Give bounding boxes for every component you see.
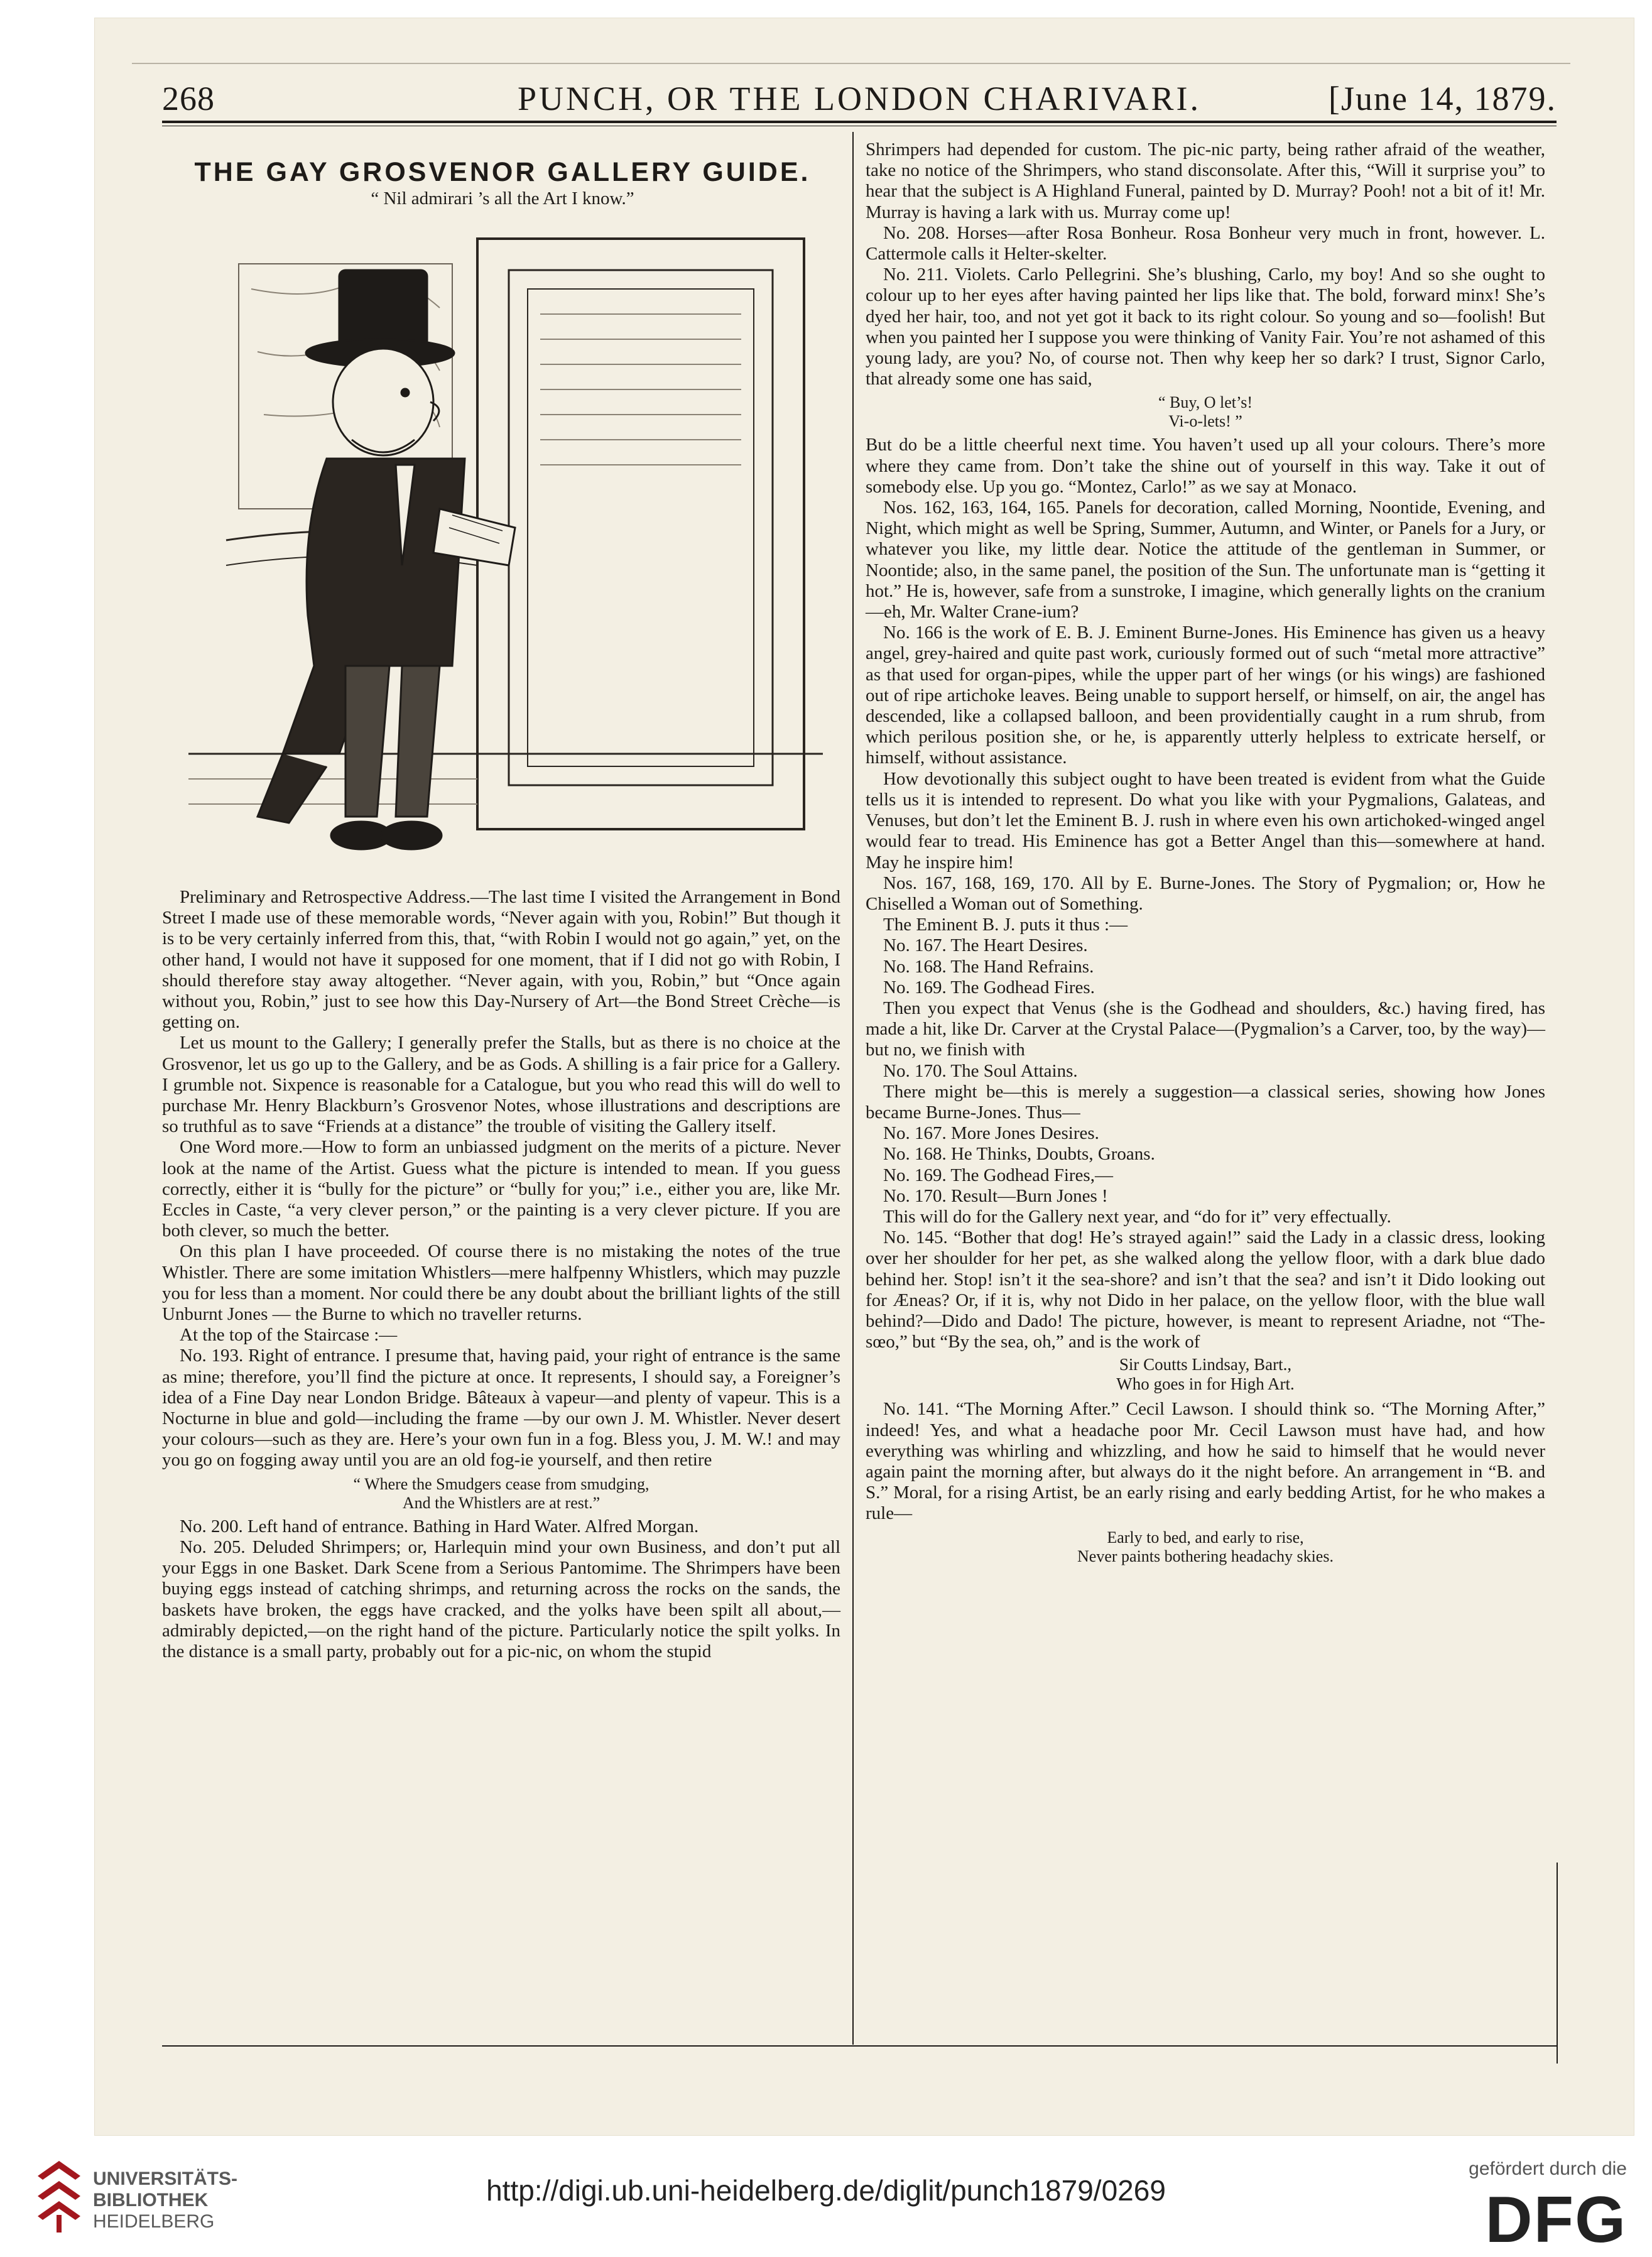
paragraph-devotionally: How devotionally this subject ought to have been treated is evident from what the Guide tells us it is intended to represent. Do what you like with your Pygmalions, Galateas, and Venuses, but don’t let the Eminent B. J. rush in where even his own artichoked-winged angel would fear to tread. His Eminence has got a Better Angel than this—somewhere at hand. May he inspire him! (866, 768, 1545, 873)
paragraph-preliminary-address: Preliminary and Retrospective Address.—The last time I visited the Arrangement in Bond Street I made use of these memorable words, “Never again with you, Robin!” But though it is to be very certainly inferred from this, that, “with Robin I would not go again,” yet, on the other hand, I would not have it supposed for one moment, that if I did not go with Robin, I should therefore stay away altogether. “Never again, with you, Robin,” but “Once again without you, Robin,” just to see how this Day-Nursery of Art—the Bond Street Crèche—is getting on. (162, 887, 840, 1033)
list-item: No. 169. The Godhead Fires. (883, 977, 1095, 998)
signature-line: Sir Coutts Lindsay, Bart., (1119, 1355, 1292, 1374)
list-item: No. 168. He Thinks, Doubts, Groans. (883, 1144, 1155, 1165)
paragraph-gallery-mount: Let us mount to the Gallery; I generally prefer the Stalls, but as there is no choice at the Grosvenor, let us go up to the Gallery, and be as Gods. A shilling is a fair price for a Gallery. I grumble not. Sixpence is reasonable for a Catalogue, but you who read this will do well to purchase Mr. Henry Blackburn’s Grosvenor Notes, whose illustrations and descriptions are so truthful as to save “Friends at a distance” the trouble of visiting the Gallery itself. (162, 1033, 840, 1137)
paragraph-classical-series: There might be—this is merely a suggestion—a classical series, showing how Jones became Burne-Jones. Thus— (866, 1081, 1545, 1123)
list-item: No. 169. The Godhead Fires,— (883, 1165, 1113, 1185)
paragraph-next-year: This will do for the Gallery next year, and “do for it” very effectually. (883, 1206, 1391, 1227)
paragraph-eminent-bj: The Eminent B. J. puts it thus :— (883, 915, 1128, 935)
page-edge-line (1557, 1863, 1558, 2064)
paragraph-whistler-plan: On this plan I have proceeded. Of course there is no mistaking the notes of the true Whistler. There are some imitation Whistlers—mere halfpenny Whistlers, which may puzzle you for less than a moment. Nor could there be any doubt about the brilliant lights of the still Unburnt Jones — the Burne to which no traveller returns. (162, 1241, 840, 1325)
verse-line: Early to bed, and early to rise, (1107, 1528, 1304, 1547)
library-name-line: UNIVERSITÄTS- (93, 2168, 238, 2189)
list-item: No. 167. The Heart Desires. (883, 935, 1088, 956)
page-edge-mark (132, 63, 1570, 64)
paragraph-no-166: No. 166 is the work of E. B. J. Eminent Burne-Jones. His Eminence has given us a heavy angel, grey-haired and quite past work, curiously formed out of such “metal more attractive” as that used for organ-pipes, while the upper part of her wings (or his wings) are fashioned out of ripe artichoke leaves. Being unable to support herself, or himself, on air, the angel has descended, like a collapsed balloon, and been providentially caught in a rum shrub, from which perilous position she, or he, is apparently utterly helpless to extricate herself, or himself, without assistance. (866, 623, 1545, 768)
bottom-rule (162, 2045, 1557, 2047)
list-item: No. 168. The Hand Refrains. (883, 956, 1094, 977)
library-name-line: HEIDELBERG (93, 2211, 215, 2232)
paragraph-nos-167-170: Nos. 167, 168, 169, 170. All by E. Burne-Jones. The Story of Pygmalion; or, How he Chiselled a Woman out of Something. (866, 873, 1545, 914)
paragraph-venus: Then you expect that Venus (she is the Godhead and shoulders, &c.) having fired, has made a hit, like Dr. Carver at the Crystal Palace—(Pygmalion’s a Carver, too, by the way)—but no, we finish with (866, 998, 1545, 1060)
paragraph-no-208: No. 208. Horses—after Rosa Bonheur. Rosa Bonheur very much in front, however. L. Cattermole calls it Helter-skelter. (866, 222, 1545, 264)
gallery-visitor-illustration (188, 214, 823, 873)
digitization-footer (0, 2136, 1652, 2257)
verse-line: “ Buy, O let’s! (1158, 393, 1253, 412)
paragraph-shrimpers-cont: Shrimpers had depended for custom. The pic-nic party, being rather afraid of the weather, take no notice of the Shrimpers, who stand disconsolate. After this, “Will it surprise you” to hear that the subject is A Highland Funeral, painted by D. Murray? Pooh! not a bit of it! Mr. Murray is having a lark with us. Murray come up! (866, 139, 1545, 222)
masthead-title: PUNCH, OR THE LONDON CHARIVARI. (517, 80, 1202, 117)
list-item: No. 170. Result—Burn Jones ! (883, 1185, 1108, 1206)
paragraph-no-205: No. 205. Deluded Shrimpers; or, Harlequin mind your own Business, and don’t put all your Eggs in one Basket. Dark Scene from a Serious Pantomime. The Shrimpers have been buying eggs instead of catching shrimps, and returning across the rocks on the sands, the baskets have broken, the eggs have cracked, and the yolks have been spilt all about,—admirably depicted,—on the right hand of the picture. Particularly notice the spilt yolks. In the distance is a small party, probably out for a pic-nic, on whom the stupid (162, 1536, 840, 1661)
library-name-line: BIBLIOTHEK (93, 2190, 209, 2211)
permalink-url[interactable]: http://digi.ub.uni-heidelberg.de/diglit/punch1879/0269 (486, 2174, 1166, 2207)
column-divider (852, 132, 854, 2045)
funder-note: gefördert durch die (1469, 2158, 1627, 2179)
header-rule-thick (162, 121, 1557, 123)
paragraph-no-200: No. 200. Left hand of entrance. Bathing in Hard Water. Alfred Morgan. (180, 1516, 699, 1536)
paragraph-no-193: No. 193. Right of entrance. I presume that, having paid, your right of entrance is the same as mine; therefore, you’ll find the picture at once. It represents, I should say, a Foreigner’s idea of a Fine Day near London Bridge. Bâteaux à vapeur—and plenty of vapeur. This is a Nocturne in blue and gold—including the frame —by our own J. M. Whistler. Never desert your colours—such as they are. Here’s your own fun in a fog. Bless you, J. M. W.! and may you go on fogging away until you are an old fog-ie yourself, and then retire (162, 1346, 840, 1471)
article-motto: “ Nil admirari ’s all the Art I know.” (371, 188, 634, 209)
paragraph-one-word-more: One Word more.—How to form an unbiassed judgment on the merits of a picture. Never look at the name of the Artist. Guess what the picture is intended to mean. If you guess correctly, either it is “bully for the picture” or “bully for you;” i.e., either you are, like Mr. Eccles in Caste, “a very clever person,” or the painting is a very clever picture. If you are both clever, so much the better. (162, 1137, 840, 1241)
paragraph-nos-162-165: Nos. 162, 163, 164, 165. Panels for decoration, called Morning, Noontide, Evening, and Night, which might as well be Spring, Summer, Autumn, and Winter, or Panels for a Jury, or whatever you like, my little dear. Notice the attitude of the gentleman in Summer, or Noontide; also, in the same panel, the position of the Sun. The unfortunate man is “getting it hot.” He is, however, safe from a sunstroke, I imagine, which generally lights on the cranium—eh, Mr. Walter Crane-ium? (866, 498, 1545, 623)
page-number: 268 (162, 80, 215, 117)
issue-date: [June 14, 1879. (1329, 80, 1557, 117)
verse-line: “ Where the Smudgers cease from smudging, (353, 1474, 649, 1493)
article-title: THE GAY GROSVENOR GALLERY GUIDE. (194, 157, 811, 187)
paragraph-no-145: No. 145. “Bother that dog! He’s strayed again!” said the Lady in a classic dress, looking over her shoulder for her pet, as she walked along the yellow floor, with a dark blue dado behind her. Stop! isn’t it the sea-shore? and isn’t that the sea? and isn’t it Dido looking out for Æneas? Or, if it is, why not Dido in her palace, on the yellow floor, with the blue wall behind?—Dido and Dado! The picture, however, is meant to represent Ariadne, not “The-sœo,” but “By the sea, oh,” and is the work of (866, 1227, 1545, 1352)
dfg-logo: DFG (1485, 2184, 1627, 2256)
paragraph-staircase: At the top of the Staircase :— (180, 1325, 398, 1346)
paragraph-no-211: No. 211. Violets. Carlo Pellegrini. She’s blushing, Carlo, my boy! And so she ought to colour up to her eyes after having painted her lips like that. The bold, forward minx! She’s dyed her hair, too, and not yet got it back to its right colour. So young and so—foolish! But when you painted her I suppose you were thinking of Vanity Fair. You’re not ashamed of this young lady, are you? No, of course not. Then why keep her so dark? I trust, Signor Carlo, that already some one has said, (866, 264, 1545, 389)
list-item: No. 170. The Soul Attains. (883, 1060, 1078, 1081)
paragraph-cheerful: But do be a little cheerful next time. You haven’t used up all your colours. There’s more where they came from. Don’t take the shine out of yourself in this way. Take it out of somebody else. Up you go. “Montez, Carlo!” as we say at Monaco. (866, 435, 1545, 497)
page-header (162, 80, 1557, 117)
paragraph-no-141: No. 141. “The Morning After.” Cecil Lawson. I should think so. “The Morning After,” indeed! Yes, and what a headache poor Mr. Cecil Lawson must have had, and how everything was whirling and whizzling, and how he said to himself that he would never again paint the morning after, but always do it the night before. An arrangement in “B. and S.” Moral, for a rising Artist, be an early rising and early bedding Artist, for he who makes a rule— (866, 1399, 1545, 1524)
signature-line: Who goes in for High Art. (1116, 1374, 1295, 1394)
verse-line: Vi-o-lets! ” (1168, 412, 1242, 431)
right-column (866, 139, 1545, 1570)
verse-line: Never paints bothering headachy skies. (1077, 1547, 1334, 1565)
verse-line: And the Whistlers are at rest.” (402, 1493, 600, 1512)
list-item: No. 167. More Jones Desires. (883, 1123, 1099, 1144)
left-column (162, 887, 840, 1662)
